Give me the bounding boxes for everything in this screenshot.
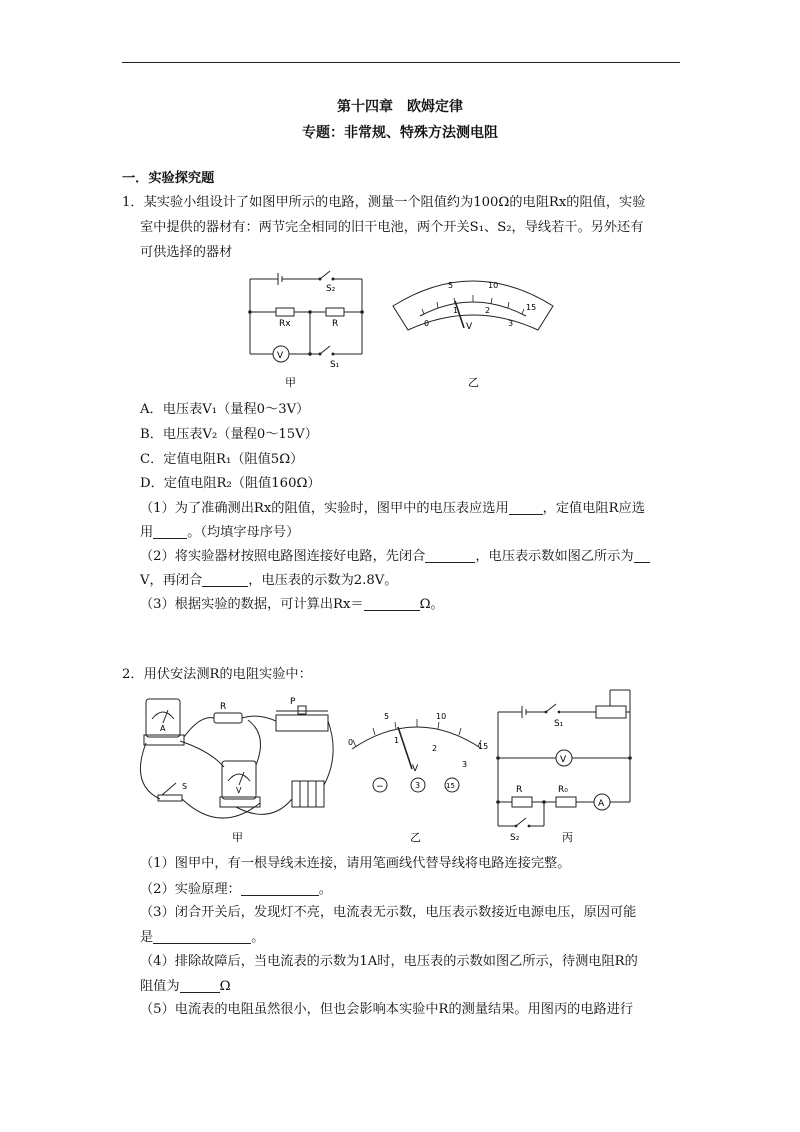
q1-dial-tick-15: 15 <box>526 303 537 312</box>
q2-jia-label-s: S <box>182 782 188 791</box>
chapter-title: 第十四章 欧姆定律 <box>337 99 463 115</box>
q2-sub4-line1: （4）排除故障后，当电流表的示数为1A时，电压表的示数如图乙所示，待测电阻R的 <box>140 954 638 969</box>
q1-label-s2: S₂ <box>326 284 336 294</box>
q2-bing-label-s2: S₂ <box>510 833 520 843</box>
q2-jia-label-r: R <box>220 702 227 712</box>
q1-sub1-text-d: 。（均填字母序号） <box>187 524 300 540</box>
q2-jia-label-p: P <box>290 697 296 707</box>
q2-sub3-line1: （3）闭合开关后，发现灯不亮，电流表无示数，电压表示数接近电源电压，原因可能 <box>140 905 637 920</box>
q2-sub3-line2 <box>140 930 264 944</box>
q1-label-rx: Rx <box>279 319 291 329</box>
q2-sub2-blank[interactable] <box>241 882 319 896</box>
q2-dial-unit: V <box>412 764 419 774</box>
q1-line1: 1．某实验小组设计了如图甲所示的电路，测量一个阻值约为100Ω的电阻Rx的阻值，实验 <box>122 195 646 210</box>
q2-terminal-3: 3 <box>415 781 421 790</box>
q2-dial-tick-3: 3 <box>462 760 468 769</box>
q1-sub2-blank1[interactable] <box>425 549 475 563</box>
q1-sub1-line1 <box>140 501 645 515</box>
q2-sub2-line <box>140 882 332 896</box>
q2-caption-bing: 丙 <box>562 831 573 844</box>
q2-terminal-minus: − <box>376 782 384 792</box>
q1-sub2-line1 <box>140 549 650 563</box>
q1-dial-unit: V <box>466 322 473 332</box>
q2-sub1: （1）图甲中，有一根导线未连接，请用笔画线代替导线将电路连接完整。 <box>140 856 571 871</box>
q2-terminal-15: 15 <box>446 782 455 790</box>
q2-dial-tick-5: 5 <box>384 712 390 721</box>
q1-sub1-blank1[interactable] <box>509 501 543 515</box>
q1-line2: 室中提供的器材有：两节完全相同的旧干电池，两个开关S₁、S₂，导线若干。另外还有 <box>140 220 644 235</box>
q2-jia-label-a: A <box>160 724 166 733</box>
q2-sub3-text-c: 。 <box>251 929 265 945</box>
q1-sub2-text-b: ，电压表示数如图乙所示为 <box>475 548 634 564</box>
section-heading: 一．实验探究题 <box>122 171 215 186</box>
q1-label-s1: S₁ <box>330 360 340 370</box>
q1-sub2-line2 <box>140 573 397 587</box>
q2-bing-label-v: V <box>560 755 567 765</box>
q1-sub1-text-a: （1）为了准确测出Rx的阻值，实验时，图甲中的电压表应选用 <box>140 500 509 516</box>
q2-sub5: （5）电流表的电阻虽然很小，但也会影响本实验中R的测量结果。用图丙的电路进行 <box>140 1002 634 1017</box>
q1-sub1-line2 <box>140 525 299 539</box>
q1-line3: 可供选择的器材 <box>140 245 233 260</box>
topic-title: 专题：非常规、特殊方法测电阻 <box>302 125 498 141</box>
q2-dial-tick-10: 10 <box>436 712 447 721</box>
q1-option-a: A．电压表V₁（量程0～3V） <box>140 402 310 417</box>
q1-option-d: D．定值电阻R₂（阻值160Ω） <box>140 476 321 491</box>
q1-dial-tick-3: 3 <box>508 319 514 328</box>
q1-dial-tick-10: 10 <box>488 281 499 290</box>
q1-sub1-text-b: ，定值电阻R应选 <box>542 500 645 516</box>
q2-sub4-line2 <box>140 979 231 993</box>
q2-bing-label-r: R <box>516 785 523 795</box>
q2-sub2-text-b: 。 <box>318 881 332 897</box>
q1-sub2-text-a: （2）将实验器材按照电路图连接好电路，先闭合 <box>140 548 426 564</box>
q1-option-b: B．电压表V₂（量程0～15V） <box>140 427 318 442</box>
q1-circuit-diagram <box>240 262 370 392</box>
q2-intro: 2．用伏安法测R的电阻实验中： <box>122 667 312 682</box>
q1-option-c: C．定值电阻R₁（阻值5Ω） <box>140 452 304 467</box>
q2-jia-label-v: V <box>236 786 242 795</box>
q2-caption-yi: 乙 <box>410 831 421 844</box>
q2-caption-jia: 甲 <box>232 831 243 844</box>
q1-sub2-text-d: ，电压表的示数为2.8V。 <box>248 572 398 588</box>
q1-label-r: R <box>332 319 339 329</box>
q1-dial-tick-1: 1 <box>453 306 459 315</box>
q1-sub2-blank3[interactable] <box>202 573 248 587</box>
q1-sub3-line <box>140 597 444 611</box>
q1-sub2-text-c: V，再闭合 <box>140 572 203 588</box>
q2-dial-tick-15: 15 <box>478 742 489 751</box>
q2-dial-tick-1: 1 <box>394 736 400 745</box>
q1-sub3-blank[interactable] <box>364 597 420 611</box>
q2-sub4-blank[interactable] <box>180 979 220 993</box>
q2-bing-label-a: A <box>598 799 605 809</box>
q2-bing-label-r0: R₀ <box>558 785 568 795</box>
q2-circuit-diagram <box>492 684 642 846</box>
q2-voltmeter-dial <box>342 707 492 845</box>
q1-caption-yi: 乙 <box>468 376 479 389</box>
q2-dial-tick-2: 2 <box>432 744 438 753</box>
q1-sub1-blank2[interactable] <box>153 525 187 539</box>
header-rule <box>122 62 680 63</box>
q2-bing-label-s1: S₁ <box>554 719 564 729</box>
q1-caption-jia: 甲 <box>285 376 296 389</box>
q2-sub2-text-a: （2）实验原理： <box>140 881 241 897</box>
q1-sub3-text-a: （3）根据实验的数据，可计算出Rx＝ <box>140 596 364 612</box>
q2-sub3-text-b: 是 <box>140 929 154 945</box>
q1-label-v: V <box>277 351 284 361</box>
q1-sub3-text-b: Ω。 <box>419 596 444 612</box>
q2-dial-tick-0: 0 <box>348 738 354 747</box>
q1-voltmeter-dial <box>388 268 558 392</box>
q2-apparatus-diagram <box>140 695 340 845</box>
q1-dial-tick-2: 2 <box>485 306 491 315</box>
q2-sub3-blank[interactable] <box>153 930 251 944</box>
q1-sub1-text-c: 用 <box>140 524 154 540</box>
q1-sub2-blank2[interactable] <box>634 549 650 563</box>
q1-dial-tick-0: 0 <box>424 319 430 328</box>
q2-sub4-text-b: 阻值为 <box>140 978 180 994</box>
q1-dial-tick-5: 5 <box>448 281 454 290</box>
q2-sub4-text-c: Ω <box>219 978 231 994</box>
